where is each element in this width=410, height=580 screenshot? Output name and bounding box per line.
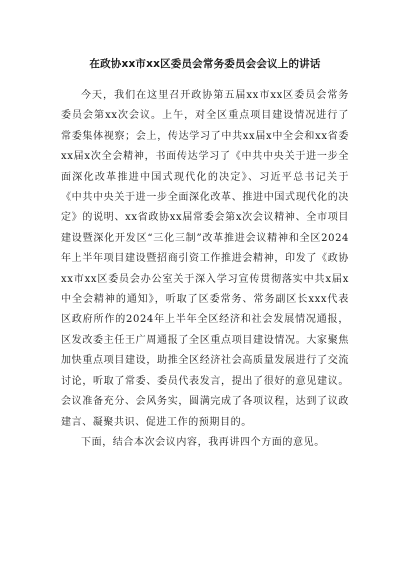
body-paragraph-2: 下面，结合本次会议内容，我再讲四个方面的意见。: [81, 436, 325, 448]
body-paragraph-1: 今天，我们在这里召开政协第五届xx市xx区委员会常务委员会第xx次会议。上午，对全区重点项目建设情况进行了常委集体视察；会上，传达学习了中共xx届x中全会和xx省委xx届x次全会精神，书面传达学习了《中共中央关于进一步全面深化改革推进中国式现代化的决定》、习近平总书记关于《中共中央关于进一步全面深化改革、推进中国式现代化的决定》的说明、xx省政协xx届常委会第x次会议精神、全市项目建设暨深化开发区“三化三制”改革推进会议精神和全区2024年上半年项目建设暨招商引资工作推进会精神，印发了《政协xx市xx区委员会办公室关于深入学习宣传贯彻落实中共x届x中全会精神的通知》，听取了区委常务、常务副区长xxx代表区政府所作的2024年上半年全区经济和社会发展情况通报，区发改委主任王广周通报了全区重点项目建设情况。大家聚焦加快重点项目建设，助推全区经济社会高质量发展进行了交流讨论，听取了常委、委员代表发言，提出了很好的意见建议。会议准备充分、会风务实，圆满完成了各项议程，达到了议政建言、凝聚共识、促进工作的预期目的。: [61, 90, 349, 428]
document-title: 在政协xx市xx区委员会常务委员会会议上的讲话: [89, 58, 321, 70]
